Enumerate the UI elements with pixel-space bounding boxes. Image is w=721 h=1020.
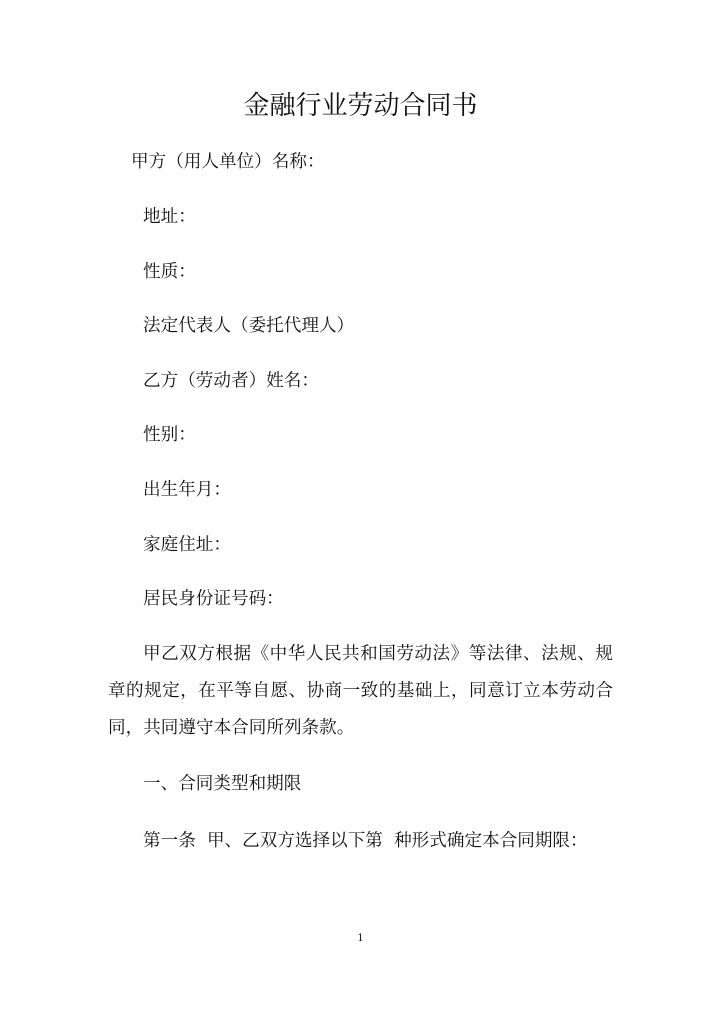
field-nature: 性质： [143, 262, 196, 282]
field-birth-date: 出生年月： [143, 480, 231, 500]
page-number: 1 [357, 933, 364, 944]
section-heading: 一、合同类型和期限 [143, 774, 302, 794]
article-1: 第一条 甲、乙双方选择以下第 种形式确定本合同期限： [143, 831, 588, 851]
field-home-address: 家庭住址： [143, 535, 231, 555]
field-employee-name: 乙方（劳动者）姓名： [143, 371, 319, 391]
preamble-paragraph: 甲乙双方根据《中华人民共和国劳动法》等法律、法规、规章的规定，在平等自愿、协商一致的基础上，同意订立本劳动合同，共同遵守本合同所列条款。 [108, 644, 613, 738]
field-employer-name: 甲方（用人单位）名称： [131, 152, 325, 172]
field-gender: 性别： [143, 425, 196, 445]
document-title: 金融行业劳动合同书 [243, 91, 478, 121]
field-legal-representative: 法定代表人（委托代理人） [143, 316, 355, 336]
field-address: 地址： [143, 207, 196, 227]
field-id-number: 居民身份证号码： [143, 589, 284, 609]
